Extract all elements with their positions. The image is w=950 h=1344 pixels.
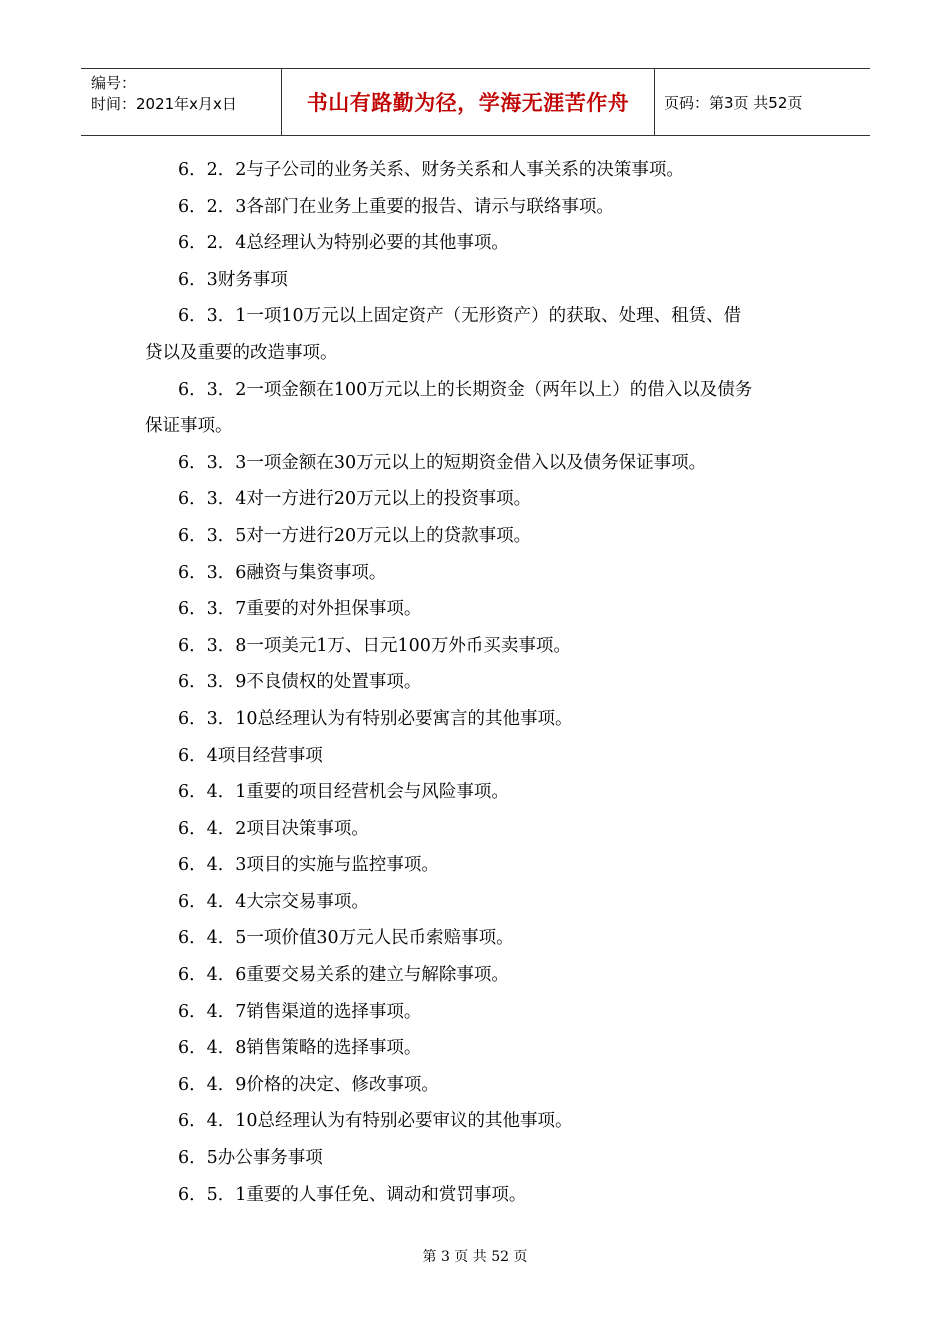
paragraph: 6．4．1重要的项目经营机会与风险事项。 (178, 782, 509, 803)
paragraph: 6．3．10总经理认为有特别必要寓言的其他事项。 (178, 708, 573, 729)
paragraph-continuation: 保证事项。 (145, 416, 233, 437)
paragraph: 6．4．4大宗交易事项。 (178, 891, 369, 912)
paragraph: 6．4．7销售渠道的选择事项。 (178, 1001, 422, 1022)
page-header (81, 68, 870, 136)
paragraph: 6．4．5一项价值30万元人民币索赔事项。 (178, 928, 514, 949)
paragraph: 6．3．5对一方进行20万元以上的贷款事项。 (178, 525, 532, 546)
paragraph: 6．4．6重要交易关系的建立与解除事项。 (178, 965, 509, 986)
paragraph: 6．3．2一项金额在100万元以上的长期资金（两年以上）的借入以及债务 (178, 379, 753, 400)
paragraph: 6．3．9不良债权的处置事项。 (178, 672, 422, 693)
paragraph: 6．4．2项目决策事项。 (178, 818, 369, 839)
paragraph: 6．4．3项目的实施与监控事项。 (178, 855, 439, 876)
paragraph: 6．3．3一项金额在30万元以上的短期资金借入以及债务保证事项。 (178, 452, 707, 473)
section-heading: 6．5办公事务事项 (178, 1148, 323, 1169)
paragraph: 6．4．9价格的决定、修改事项。 (178, 1074, 439, 1095)
header-motto: 书山有路勤为径，学海无涯苦作舟 (306, 91, 630, 115)
header-motto-cell (281, 69, 655, 135)
paragraph: 6．3．8一项美元1万、日元100万外币买卖事项。 (178, 635, 571, 656)
header-page-info-cell (655, 69, 870, 135)
paragraph: 6．5．1重要的人事任免、调动和赏罚事项。 (178, 1184, 527, 1205)
paragraph: 6．3．4对一方进行20万元以上的投资事项。 (178, 489, 532, 510)
paragraph: 6．3．7重要的对外担保事项。 (178, 599, 422, 620)
paragraph: 6．2．2与子公司的业务关系、财务关系和人事关系的决策事项。 (178, 160, 684, 180)
header-meta (81, 69, 281, 135)
document-number-label: 编号： (91, 74, 137, 92)
paragraph: 6．3．6融资与集资事项。 (178, 562, 387, 583)
page-footer (0, 1246, 950, 1266)
footer-page-number: 第 3 页 共 52 页 (422, 1249, 528, 1265)
paragraph: 6．4．10总经理认为有特别必要审议的其他事项。 (178, 1111, 573, 1132)
section-heading: 6．3财务事项 (178, 269, 288, 290)
paragraph: 6．3．1一项10万元以上固定资产（无形资产）的获取、处理、租赁、借 (178, 306, 742, 327)
paragraph: 6．2．4总经理认为特别必要的其他事项。 (178, 233, 509, 254)
paragraph-continuation: 贷以及重要的改造事项。 (145, 342, 338, 363)
paragraph: 6．4．8销售策略的选择事项。 (178, 1038, 422, 1059)
section-heading: 6．4项目经营事项 (178, 745, 323, 766)
paragraph: 6．2．3各部门在业务上重要的报告、请示与联络事项。 (178, 196, 614, 217)
document-time-label: 时间：2021年x月x日 (91, 95, 237, 113)
header-page-info: 页码：第3页 共52页 (664, 93, 803, 112)
document-body (145, 152, 810, 1213)
